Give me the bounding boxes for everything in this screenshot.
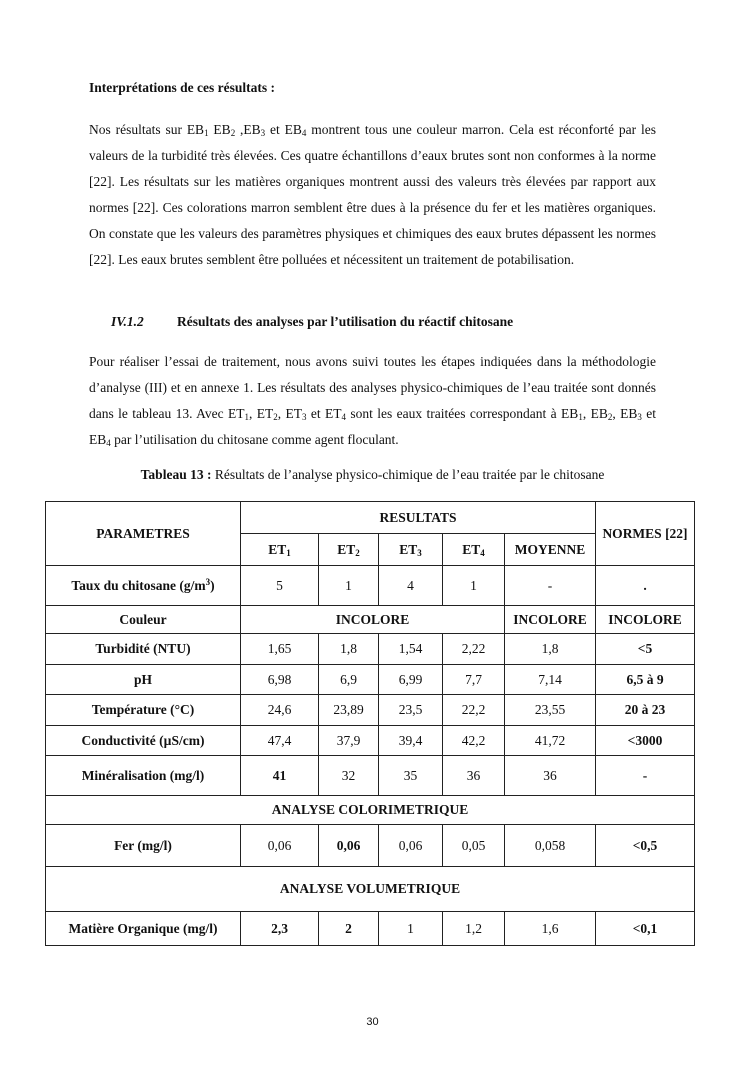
interpretation-paragraph: Nos résultats sur $EB_1$ $EB_2$ $,EB_3$ et $EB_4$ montrent tous une couleur marron. Cela est réconforté par les valeurs de la turbidité très élevées. Ces quatre échantillons d’eaux brutes sont non conformes à la norme [22]. Les résultats sur les matières organiques montrent aussi des valeurs très élevées par rapport aux normes [22]. Ces colorations marron semblent être dues à la présence du fer et les matières organiques. On constate que les valeurs des paramètres physiques et chimiques des eaux brutes dépassent les normes [22]. Les eaux brutes semblent être polluées et nécessitent un traitement de potabilisation. bbox=[89, 122, 656, 267]
cell-norme: <5 bbox=[596, 634, 695, 665]
cell: 2,22 bbox=[443, 634, 505, 665]
treatment-paragraph: Pour réaliser l’essai de traitement, nous avons suivi toutes les étapes indiquées dans la méthodologie d’analyse (III) et en annexe 1. Les résultats des analyses physico-chimiques de l’eau traitée sont donnés dans le tableau 13. Avec $ET_1$, $ET_2$, $ET_3$ et $ET_4$ sont les eaux traitées correspondant à $EB_1$, $EB_2$, $EB_3$ et $EB_4$ par l’utilisation du chitosane comme agent floculant. bbox=[89, 354, 656, 448]
cell: 7,7 bbox=[443, 665, 505, 695]
cell-norme: <0,1 bbox=[596, 912, 695, 946]
cell: INCOLORE bbox=[505, 606, 596, 634]
cell: 37,9 bbox=[319, 726, 379, 756]
section-label: ANALYSE VOLUMETRIQUE bbox=[46, 867, 695, 912]
section-heading bbox=[111, 314, 513, 330]
cell: 1,2 bbox=[443, 912, 505, 946]
cell: 47,4 bbox=[241, 726, 319, 756]
header-et1: $ET_1$ bbox=[241, 534, 319, 566]
table-row bbox=[46, 634, 695, 665]
cell: INCOLORE bbox=[241, 606, 505, 634]
row-label: Turbidité (NTU) bbox=[46, 634, 241, 665]
table-caption: Tableau 13 : Résultats de l’analyse physico-chimique de l’eau traitée par le chitosane bbox=[140, 467, 605, 482]
cell: 7,14 bbox=[505, 665, 596, 695]
table-row bbox=[46, 665, 695, 695]
section-title: Résultats des analyses par l’utilisation du réactif chitosane bbox=[177, 314, 514, 329]
results-table bbox=[45, 501, 695, 946]
cell-norme: INCOLORE bbox=[596, 606, 695, 634]
header-moyenne: MOYENNE bbox=[505, 534, 596, 566]
cell: 1 bbox=[379, 912, 443, 946]
cell: 23,55 bbox=[505, 695, 596, 726]
table-row bbox=[46, 756, 695, 796]
cell-norme: 6,5 à 9 bbox=[596, 665, 695, 695]
cell: 23,5 bbox=[379, 695, 443, 726]
row-label: Couleur bbox=[46, 606, 241, 634]
section-row-volumetrique bbox=[46, 867, 695, 912]
row-label: pH bbox=[46, 665, 241, 695]
header-et4: $ET_4$ bbox=[443, 534, 505, 566]
row-label: Minéralisation (mg/l) bbox=[46, 756, 241, 796]
header-et2: $ET_2$ bbox=[319, 534, 379, 566]
cell-norme: 20 à 23 bbox=[596, 695, 695, 726]
table-header-row bbox=[46, 502, 695, 534]
cell: 1 bbox=[443, 566, 505, 606]
cell: 1,54 bbox=[379, 634, 443, 665]
table-row bbox=[46, 695, 695, 726]
table-row bbox=[46, 566, 695, 606]
table-row bbox=[46, 825, 695, 867]
cell: 36 bbox=[443, 756, 505, 796]
cell: 32 bbox=[319, 756, 379, 796]
header-resultats: RESULTATS bbox=[241, 502, 596, 534]
cell: 36 bbox=[505, 756, 596, 796]
cell: 0,058 bbox=[505, 825, 596, 867]
row-label: Fer (mg/l) bbox=[46, 825, 241, 867]
cell: 24,6 bbox=[241, 695, 319, 726]
interpretation-heading: Interprétations de ces résultats : bbox=[89, 80, 275, 95]
row-label: Matière Organique (mg/l) bbox=[46, 912, 241, 946]
cell: 35 bbox=[379, 756, 443, 796]
cell: 1,8 bbox=[319, 634, 379, 665]
page-number: 30 bbox=[366, 1016, 379, 1028]
cell: 22,2 bbox=[443, 695, 505, 726]
cell: 1 bbox=[319, 566, 379, 606]
cell: 0,06 bbox=[379, 825, 443, 867]
section-label: ANALYSE COLORIMETRIQUE bbox=[46, 796, 695, 825]
cell-norme: <3000 bbox=[596, 726, 695, 756]
row-label: Taux du chitosane $(g/m^3)$ bbox=[46, 566, 241, 606]
cell-norme: - bbox=[596, 756, 695, 796]
cell: 6,99 bbox=[379, 665, 443, 695]
cell: 39,4 bbox=[379, 726, 443, 756]
cell: 1,8 bbox=[505, 634, 596, 665]
row-label: Conductivité (µS/cm) bbox=[46, 726, 241, 756]
cell: 0,06 bbox=[319, 825, 379, 867]
cell: 2 bbox=[319, 912, 379, 946]
cell: 2,3 bbox=[241, 912, 319, 946]
cell: 0,05 bbox=[443, 825, 505, 867]
cell-norme: <0,5 bbox=[596, 825, 695, 867]
cell: 5 bbox=[241, 566, 319, 606]
cell: 42,2 bbox=[443, 726, 505, 756]
cell: 1,6 bbox=[505, 912, 596, 946]
cell: 0,06 bbox=[241, 825, 319, 867]
row-label: Température (°C) bbox=[46, 695, 241, 726]
cell: - bbox=[505, 566, 596, 606]
table-row bbox=[46, 606, 695, 634]
header-parametres: PARAMETRES bbox=[46, 502, 241, 566]
cell: 41,72 bbox=[505, 726, 596, 756]
cell: 6,98 bbox=[241, 665, 319, 695]
cell: 4 bbox=[379, 566, 443, 606]
table-row bbox=[46, 912, 695, 946]
section-number: IV.1.2 bbox=[111, 314, 144, 329]
cell: 23,89 bbox=[319, 695, 379, 726]
header-normes: NORMES [22] bbox=[596, 502, 695, 566]
cell: 6,9 bbox=[319, 665, 379, 695]
header-et3: $ET_3$ bbox=[379, 534, 443, 566]
cell: 1,65 bbox=[241, 634, 319, 665]
cell: 41 bbox=[241, 756, 319, 796]
section-row-colorimetrique bbox=[46, 796, 695, 825]
cell-norme: . bbox=[596, 566, 695, 606]
table-row bbox=[46, 726, 695, 756]
